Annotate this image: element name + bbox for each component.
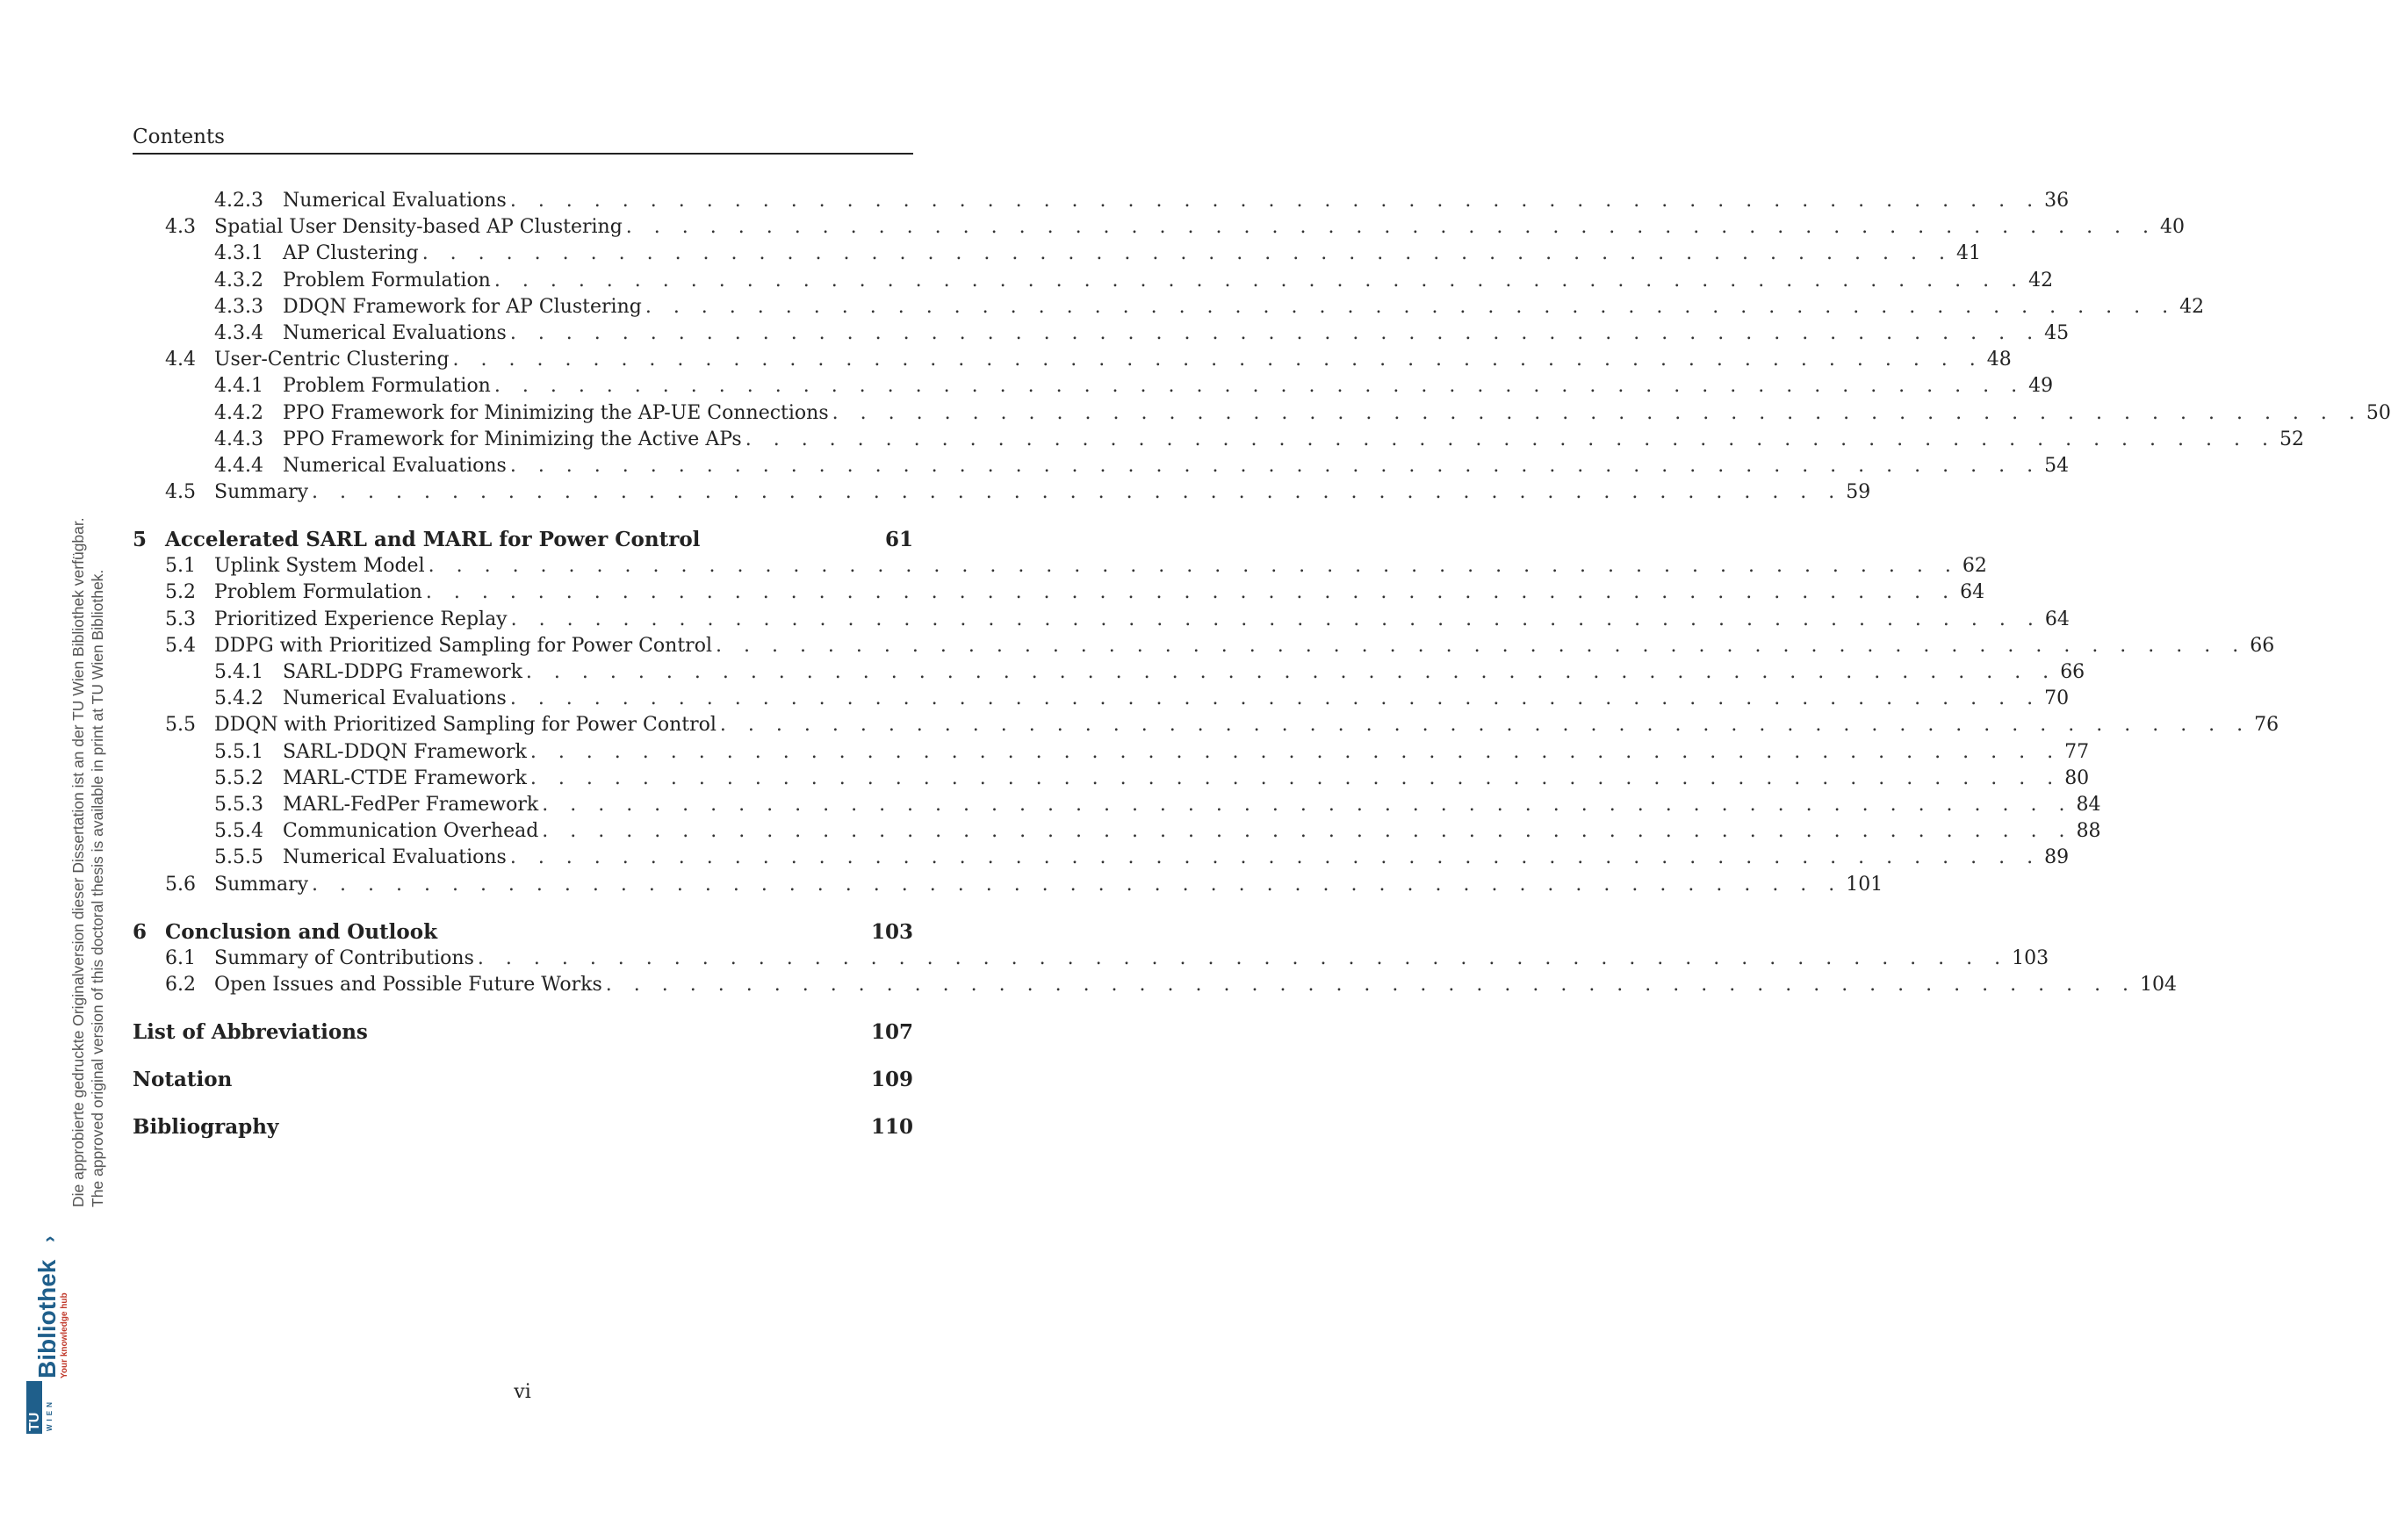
- dot-leader: . . . . . . . . . . . . . . . . . . . . . . . . . . . . . . . . . . . . . . . . . . . . . . . . . . . . . . .: [509, 846, 2042, 869]
- toc-entry-title: Summary: [214, 873, 309, 896]
- dot-leader: . . . . . . . . . . . . . . . . . . . . . . . . . . . . . . . . . . . . . . . . . . . . . . . . . . . . . . .: [525, 661, 2057, 683]
- table-of-contents: [133, 188, 2391, 1141]
- toc-entry-number: 5.5.3: [214, 793, 263, 816]
- dot-leader: . . . . . . . . . . . . . . . . . . . . . . . . . . . . . . . . . . . . . . . . . . . . . . . . . . . . . . .: [715, 634, 2247, 657]
- toc-entry-page: 84: [2076, 793, 2101, 816]
- dot-leader: . . . . . . . . . . . . . . . . . . . . . . . . . . . . . . . . . . . . . . . . . . . . . . . . . . . . . . .: [645, 295, 2177, 318]
- toc-entry-number: 4.4.1: [214, 375, 263, 398]
- dot-leader: . . . . . . . . . . . . . . . . . . . . . . . . . . . . . . . . . . . . . . . . . . . . . . . . . . . . . . .: [529, 740, 2062, 763]
- toc-entry-page: 77: [2064, 740, 2090, 763]
- toc-entry[interactable]: [133, 453, 2070, 479]
- toc-entry-page: 59: [1846, 481, 1871, 504]
- toc-entry[interactable]: [133, 373, 2054, 399]
- dot-leader: . . . . . . . . . . . . . . . . . . . . . . . . . . . . . . . . . . . . . . . . . . . . . . . . . . . . . . .: [509, 190, 2042, 212]
- dot-leader: . . . . . . . . . . . . . . . . . . . . . . . . . . . . . . . . . . . . . . . . . . . . . . . . . . . . . . .: [312, 873, 1843, 896]
- chapter-number: 5: [133, 528, 148, 552]
- toc-entry[interactable]: [133, 659, 2085, 686]
- toc-entry-page: 45: [2044, 321, 2070, 344]
- toc-entry-title: User-Centric Clustering: [214, 349, 450, 371]
- toc-entry-title: Prioritized Experience Replay: [214, 608, 508, 630]
- toc-entry-title: DDQN with Prioritized Sampling for Power Control: [214, 714, 717, 737]
- toc-chapter-5[interactable]: [133, 527, 913, 553]
- toc-entry-page: 88: [2076, 820, 2101, 843]
- toc-entry[interactable]: [133, 946, 2049, 972]
- toc-entry-page: 104: [2140, 973, 2178, 996]
- toc-entry-number: 5.5.1: [214, 740, 263, 763]
- toc-entry-page: 49: [2028, 375, 2054, 398]
- toc-entry-title: DDQN Framework for AP Clustering: [283, 295, 642, 318]
- dot-leader: . . . . . . . . . . . . . . . . . . . . . . . . . . . . . . . . . . . . . . . . . . . . . . . . . . . . . . .: [529, 766, 2062, 789]
- toc-entry-page: 66: [2250, 634, 2275, 657]
- toc-entry-number: 6.2: [165, 973, 196, 996]
- toc-entry-title: Problem Formulation: [214, 581, 422, 604]
- chapter-title: Conclusion and Outlook: [165, 919, 438, 944]
- toc-entry-number: 5.3: [165, 608, 196, 630]
- dot-leader: . . . . . . . . . . . . . . . . . . . . . . . . . . . . . . . . . . . . . . . . . . . . . . . . . . . . . . .: [510, 608, 2042, 630]
- sidebar-notice-english: The approved original version of this doctoral thesis is available in print at TU Wien Bibliothek.: [89, 569, 106, 1207]
- toc-entry[interactable]: [133, 633, 2275, 659]
- dot-leader: . . . . . . . . . . . . . . . . . . . . . . . . . . . . . . . . . . . . . . . . . . . . . . . . . . . . . . .: [625, 216, 2157, 239]
- toc-entry-page: 48: [1986, 349, 2012, 371]
- toc-entry-number: 4.3.4: [214, 321, 263, 344]
- sidebar-notice: [68, 517, 107, 1207]
- dot-leader: . . . . . . . . . . . . . . . . . . . . . . . . . . . . . . . . . . . . . . . . . . . . . . . . . . . . . . .: [745, 428, 2276, 450]
- toc-entry-page: 64: [2044, 608, 2070, 630]
- toc-entry[interactable]: [133, 241, 1981, 267]
- header-rule: [133, 153, 913, 155]
- toc-entry-page: 76: [2254, 714, 2279, 737]
- toc-entry-page: 42: [2028, 269, 2054, 291]
- toc-entry-title: Numerical Evaluations: [283, 846, 507, 869]
- toc-entry-page: 50: [2366, 401, 2391, 424]
- tu-wien-bibliothek-logo: [26, 1216, 70, 1436]
- toc-entry-page: 54: [2044, 454, 2070, 477]
- chapter-page: 107: [870, 1020, 913, 1045]
- chapter-page: 103: [870, 919, 913, 944]
- chapter-title: Bibliography: [133, 1115, 279, 1140]
- toc-entry[interactable]: [133, 579, 1985, 606]
- toc-entry-title: Numerical Evaluations: [283, 190, 507, 212]
- toc-entry[interactable]: [133, 294, 2205, 320]
- toc-entry-title: Numerical Evaluations: [283, 321, 507, 344]
- dot-leader: . . . . . . . . . . . . . . . . . . . . . . . . . . . . . . . . . . . . . . . . . . . . . . . . . . . . . . .: [493, 375, 2026, 398]
- toc-entry-title: Numerical Evaluations: [283, 454, 507, 477]
- dot-leader: . . . . . . . . . . . . . . . . . . . . . . . . . . . . . . . . . . . . . . . . . . . . . . . . . . . . . . .: [542, 820, 2073, 843]
- toc-entry[interactable]: [133, 686, 2070, 712]
- toc-entry-page: 62: [1962, 555, 1987, 578]
- toc-entry-number: 5.4: [165, 634, 196, 657]
- toc-entry[interactable]: [133, 427, 2304, 453]
- toc-entry[interactable]: [133, 268, 2054, 294]
- toc-entry[interactable]: [133, 972, 2178, 998]
- toc-entry-number: 6.1: [165, 946, 196, 969]
- running-head: Contents: [133, 126, 225, 148]
- toc-entry-number: 5.6: [165, 873, 196, 896]
- toc-entry-title: Communication Overhead: [283, 820, 539, 843]
- toc-entry-page: 40: [2160, 216, 2186, 239]
- toc-entry-number: 5.4.1: [214, 661, 263, 683]
- toc-entry-page: 66: [2060, 661, 2085, 683]
- toc-entry-title: PPO Framework for Minimizing the AP-UE Connections: [283, 401, 829, 424]
- toc-entry[interactable]: [133, 400, 2391, 427]
- toc-entry-number: 4.3: [165, 216, 196, 239]
- toc-list-of-abbreviations[interactable]: [133, 1019, 913, 1046]
- toc-entry[interactable]: [133, 320, 2070, 347]
- toc-entry[interactable]: [133, 188, 2070, 214]
- dot-leader: . . . . . . . . . . . . . . . . . . . . . . . . . . . . . . . . . . . . . . . . . . . . . . . . . . . . . . .: [542, 793, 2073, 816]
- toc-entry[interactable]: [133, 739, 2090, 766]
- toc-entry-number: 5.5.5: [214, 846, 263, 869]
- chevron-icon: ›: [38, 1235, 60, 1242]
- toc-entry[interactable]: [133, 607, 2070, 633]
- toc-entry-title: DDPG with Prioritized Sampling for Power Control: [214, 634, 712, 657]
- toc-entry[interactable]: [133, 872, 1883, 898]
- toc-entry-number: 4.3.2: [214, 269, 263, 291]
- toc-entry-title: Problem Formulation: [283, 375, 491, 398]
- toc-entry[interactable]: [133, 214, 2186, 241]
- toc-entry-number: 4.3.1: [214, 242, 263, 265]
- dot-leader: . . . . . . . . . . . . . . . . . . . . . . . . . . . . . . . . . . . . . . . . . . . . . . . . . . . . . . .: [425, 581, 1957, 604]
- toc-entry-title: Summary: [214, 481, 309, 504]
- toc-entry-title: SARL-DDQN Framework: [283, 740, 527, 763]
- toc-entry-title: Open Issues and Possible Future Works: [214, 973, 602, 996]
- toc-entry-title: Numerical Evaluations: [283, 687, 507, 710]
- chapter-number: 6: [133, 919, 148, 944]
- chapter-page: 109: [870, 1068, 913, 1092]
- dot-leader: . . . . . . . . . . . . . . . . . . . . . . . . . . . . . . . . . . . . . . . . . . . . . . . . . . . . . . .: [477, 946, 2009, 969]
- toc-entry[interactable]: [133, 347, 2012, 373]
- chapter-title: List of Abbreviations: [133, 1020, 368, 1045]
- toc-entry-number: 4.2.3: [214, 190, 263, 212]
- toc-entry-title: Uplink System Model: [214, 555, 425, 578]
- toc-entry-page: 41: [1955, 242, 1981, 265]
- toc-entry-number: 4.5: [165, 481, 196, 504]
- toc-entry-title: PPO Framework for Minimizing the Active APs: [283, 428, 742, 450]
- toc-entry-title: AP Clustering: [283, 242, 419, 265]
- sidebar-notice-german: Die approbierte gedruckte Originalversion dieser Dissertation ist an der TU Wien Bibliothek verfügbar.: [69, 517, 87, 1207]
- toc-entry-title: MARL-CTDE Framework: [283, 766, 527, 789]
- toc-entry-title: SARL-DDPG Framework: [283, 661, 522, 683]
- toc-entry-number: 4.4.2: [214, 401, 263, 424]
- toc-entry[interactable]: [133, 766, 2090, 792]
- toc-entry[interactable]: [133, 845, 2070, 871]
- toc-notation[interactable]: [133, 1067, 913, 1093]
- toc-entry-number: 5.5: [165, 714, 196, 737]
- toc-entry[interactable]: [133, 553, 1987, 579]
- dot-leader: . . . . . . . . . . . . . . . . . . . . . . . . . . . . . . . . . . . . . . . . . . . . . . . . . . . . . . .: [509, 321, 2042, 344]
- chapter-title: Notation: [133, 1068, 233, 1092]
- toc-entry-page: 103: [2012, 946, 2049, 969]
- dot-leader: . . . . . . . . . . . . . . . . . . . . . . . . . . . . . . . . . . . . . . . . . . . . . . . . . . . . . . .: [509, 687, 2042, 710]
- chapter-page: 61: [884, 528, 913, 552]
- toc-entry-page: 42: [2179, 295, 2205, 318]
- logo-wien: WIEN: [46, 1399, 54, 1431]
- toc-entry-page: 36: [2044, 190, 2070, 212]
- toc-entry-title: Summary of Contributions: [214, 946, 474, 969]
- logo-bibliothek: Bibliothek: [33, 1259, 61, 1378]
- toc-chapter-6[interactable]: [133, 919, 913, 946]
- toc-entry-page: 64: [1960, 581, 1985, 604]
- dot-leader: . . . . . . . . . . . . . . . . . . . . . . . . . . . . . . . . . . . . . . . . . . . . . . . . . . . . . . .: [452, 349, 1984, 371]
- toc-entry-page: 70: [2044, 687, 2070, 710]
- toc-entry-page: 101: [1846, 873, 1883, 896]
- toc-entry-number: 5.4.2: [214, 687, 263, 710]
- dot-leader: . . . . . . . . . . . . . . . . . . . . . . . . . . . . . . . . . . . . . . . . . . . . . . . . . . . . . . .: [428, 555, 1959, 578]
- toc-entry-number: 5.5.4: [214, 820, 263, 843]
- chapter-page: 110: [870, 1115, 913, 1140]
- chapter-title: Accelerated SARL and MARL for Power Control: [165, 528, 701, 552]
- toc-entry[interactable]: [133, 479, 1871, 506]
- toc-entry-number: 5.5.2: [214, 766, 263, 789]
- dot-leader: . . . . . . . . . . . . . . . . . . . . . . . . . . . . . . . . . . . . . . . . . . . . . . . . . . . . . . .: [312, 481, 1843, 504]
- dot-leader: . . . . . . . . . . . . . . . . . . . . . . . . . . . . . . . . . . . . . . . . . . . . . . . . . . . . . . .: [719, 714, 2251, 737]
- toc-entry-number: 4.4.3: [214, 428, 263, 450]
- toc-entry-page: 52: [2279, 428, 2304, 450]
- toc-entry-number: 5.1: [165, 555, 196, 578]
- toc-entry-page: 89: [2044, 846, 2070, 869]
- toc-bibliography[interactable]: [133, 1114, 913, 1141]
- toc-entry[interactable]: [133, 792, 2101, 818]
- toc-entry-number: 5.2: [165, 581, 196, 604]
- dot-leader: . . . . . . . . . . . . . . . . . . . . . . . . . . . . . . . . . . . . . . . . . . . . . . . . . . . . . . .: [605, 973, 2137, 996]
- toc-entry[interactable]: [133, 712, 2279, 738]
- toc-entry-number: 4.4: [165, 349, 196, 371]
- toc-entry[interactable]: [133, 818, 2101, 845]
- toc-entry-title: Spatial User Density-based AP Clustering: [214, 216, 623, 239]
- toc-entry-page: 80: [2064, 766, 2090, 789]
- toc-entry-number: 4.3.3: [214, 295, 263, 318]
- dot-leader: . . . . . . . . . . . . . . . . . . . . . . . . . . . . . . . . . . . . . . . . . . . . . . . . . . . . . . .: [509, 454, 2042, 477]
- toc-entry-title: Problem Formulation: [283, 269, 491, 291]
- logo-tagline: Your knowledge hub: [60, 1292, 69, 1378]
- toc-entry-title: MARL-FedPer Framework: [283, 793, 539, 816]
- toc-entry-number: 4.4.4: [214, 454, 263, 477]
- dot-leader: . . . . . . . . . . . . . . . . . . . . . . . . . . . . . . . . . . . . . . . . . . . . . . . . . . . . . . .: [832, 401, 2363, 424]
- dot-leader: . . . . . . . . . . . . . . . . . . . . . . . . . . . . . . . . . . . . . . . . . . . . . . . . . . . . . . .: [493, 269, 2026, 291]
- logo-tu: TU: [27, 1412, 42, 1431]
- page-number: vi: [514, 1381, 531, 1403]
- dot-leader: . . . . . . . . . . . . . . . . . . . . . . . . . . . . . . . . . . . . . . . . . . . . . . . . . . . . . . .: [421, 242, 1953, 265]
